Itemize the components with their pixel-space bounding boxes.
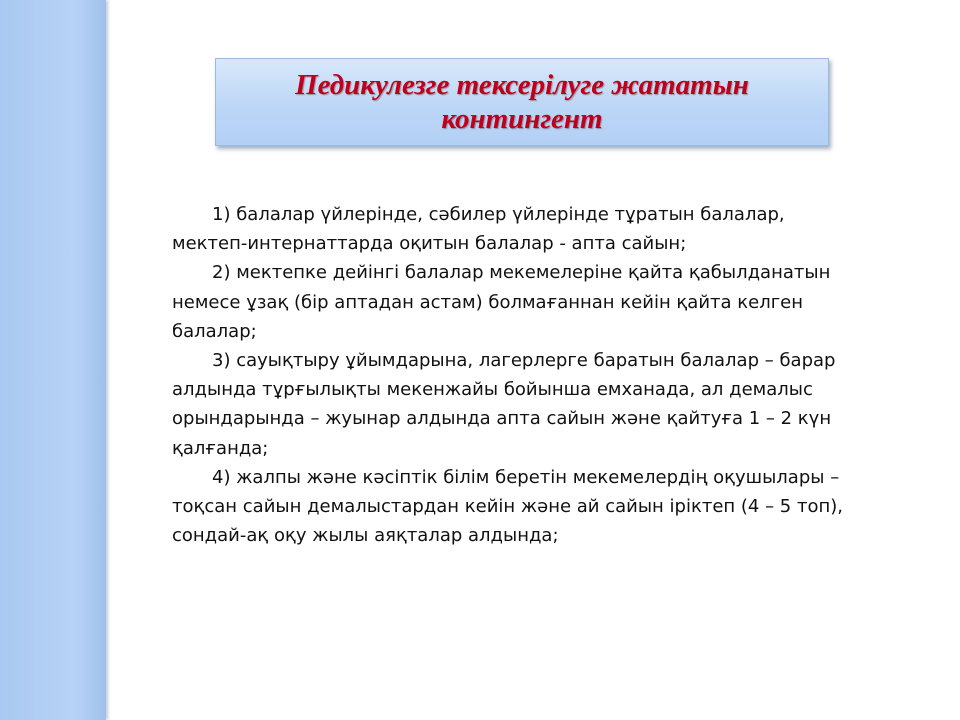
list-item-4 — [172, 463, 912, 551]
title-line-1: Педикулезге тексерілуге жататын — [295, 69, 749, 101]
list-item-4-line-1: 4) жалпы және кәсіптік білім беретін мекемелердің оқушылары – — [212, 466, 840, 488]
list-item-1 — [172, 200, 912, 258]
list-item-3-line-2: алдында тұрғылықты мекенжайы бойынша емханада, ал демалыс — [172, 379, 813, 401]
list-item-2 — [172, 258, 912, 346]
list-item-2-line-3: балалар; — [172, 320, 257, 342]
side-accent-bar — [0, 0, 106, 720]
list-item-3-line-4: қалғанда; — [172, 437, 269, 459]
title-box — [215, 58, 829, 146]
list-item-2-line-2: немесе ұзақ (бір аптадан астам) болмағаннан кейін қайта келген — [172, 291, 804, 313]
list-item-3-line-1: 3) сауықтыру ұйымдарына, лагерлерге баратын балалар – барар — [212, 350, 836, 372]
list-item-3 — [172, 346, 912, 463]
list-item-1-line-1: 1) балалар үйлерінде, сәбилер үйлерінде тұратын балалар, — [212, 204, 785, 225]
title-line-2: контингент — [441, 103, 603, 135]
slide-title — [295, 68, 749, 136]
body-text — [172, 200, 912, 550]
list-item-1-line-2: мектеп-интернаттарда оқитын балалар - апта сайын; — [172, 233, 687, 255]
list-item-4-line-3: сондай-ақ оқу жылы аяқталар алдында; — [172, 525, 559, 547]
list-item-2-line-1: 2) мектепке дейінгі балалар мекемелеріне қайта қабылданатын — [212, 262, 831, 284]
list-item-4-line-2: тоқсан сайын демалыстардан кейін және ай сайын іріктеп (4 – 5 топ), — [172, 496, 843, 518]
list-item-3-line-3: орындарында – жуынар алдында апта сайын және қайтуға 1 – 2 күн — [172, 408, 832, 430]
